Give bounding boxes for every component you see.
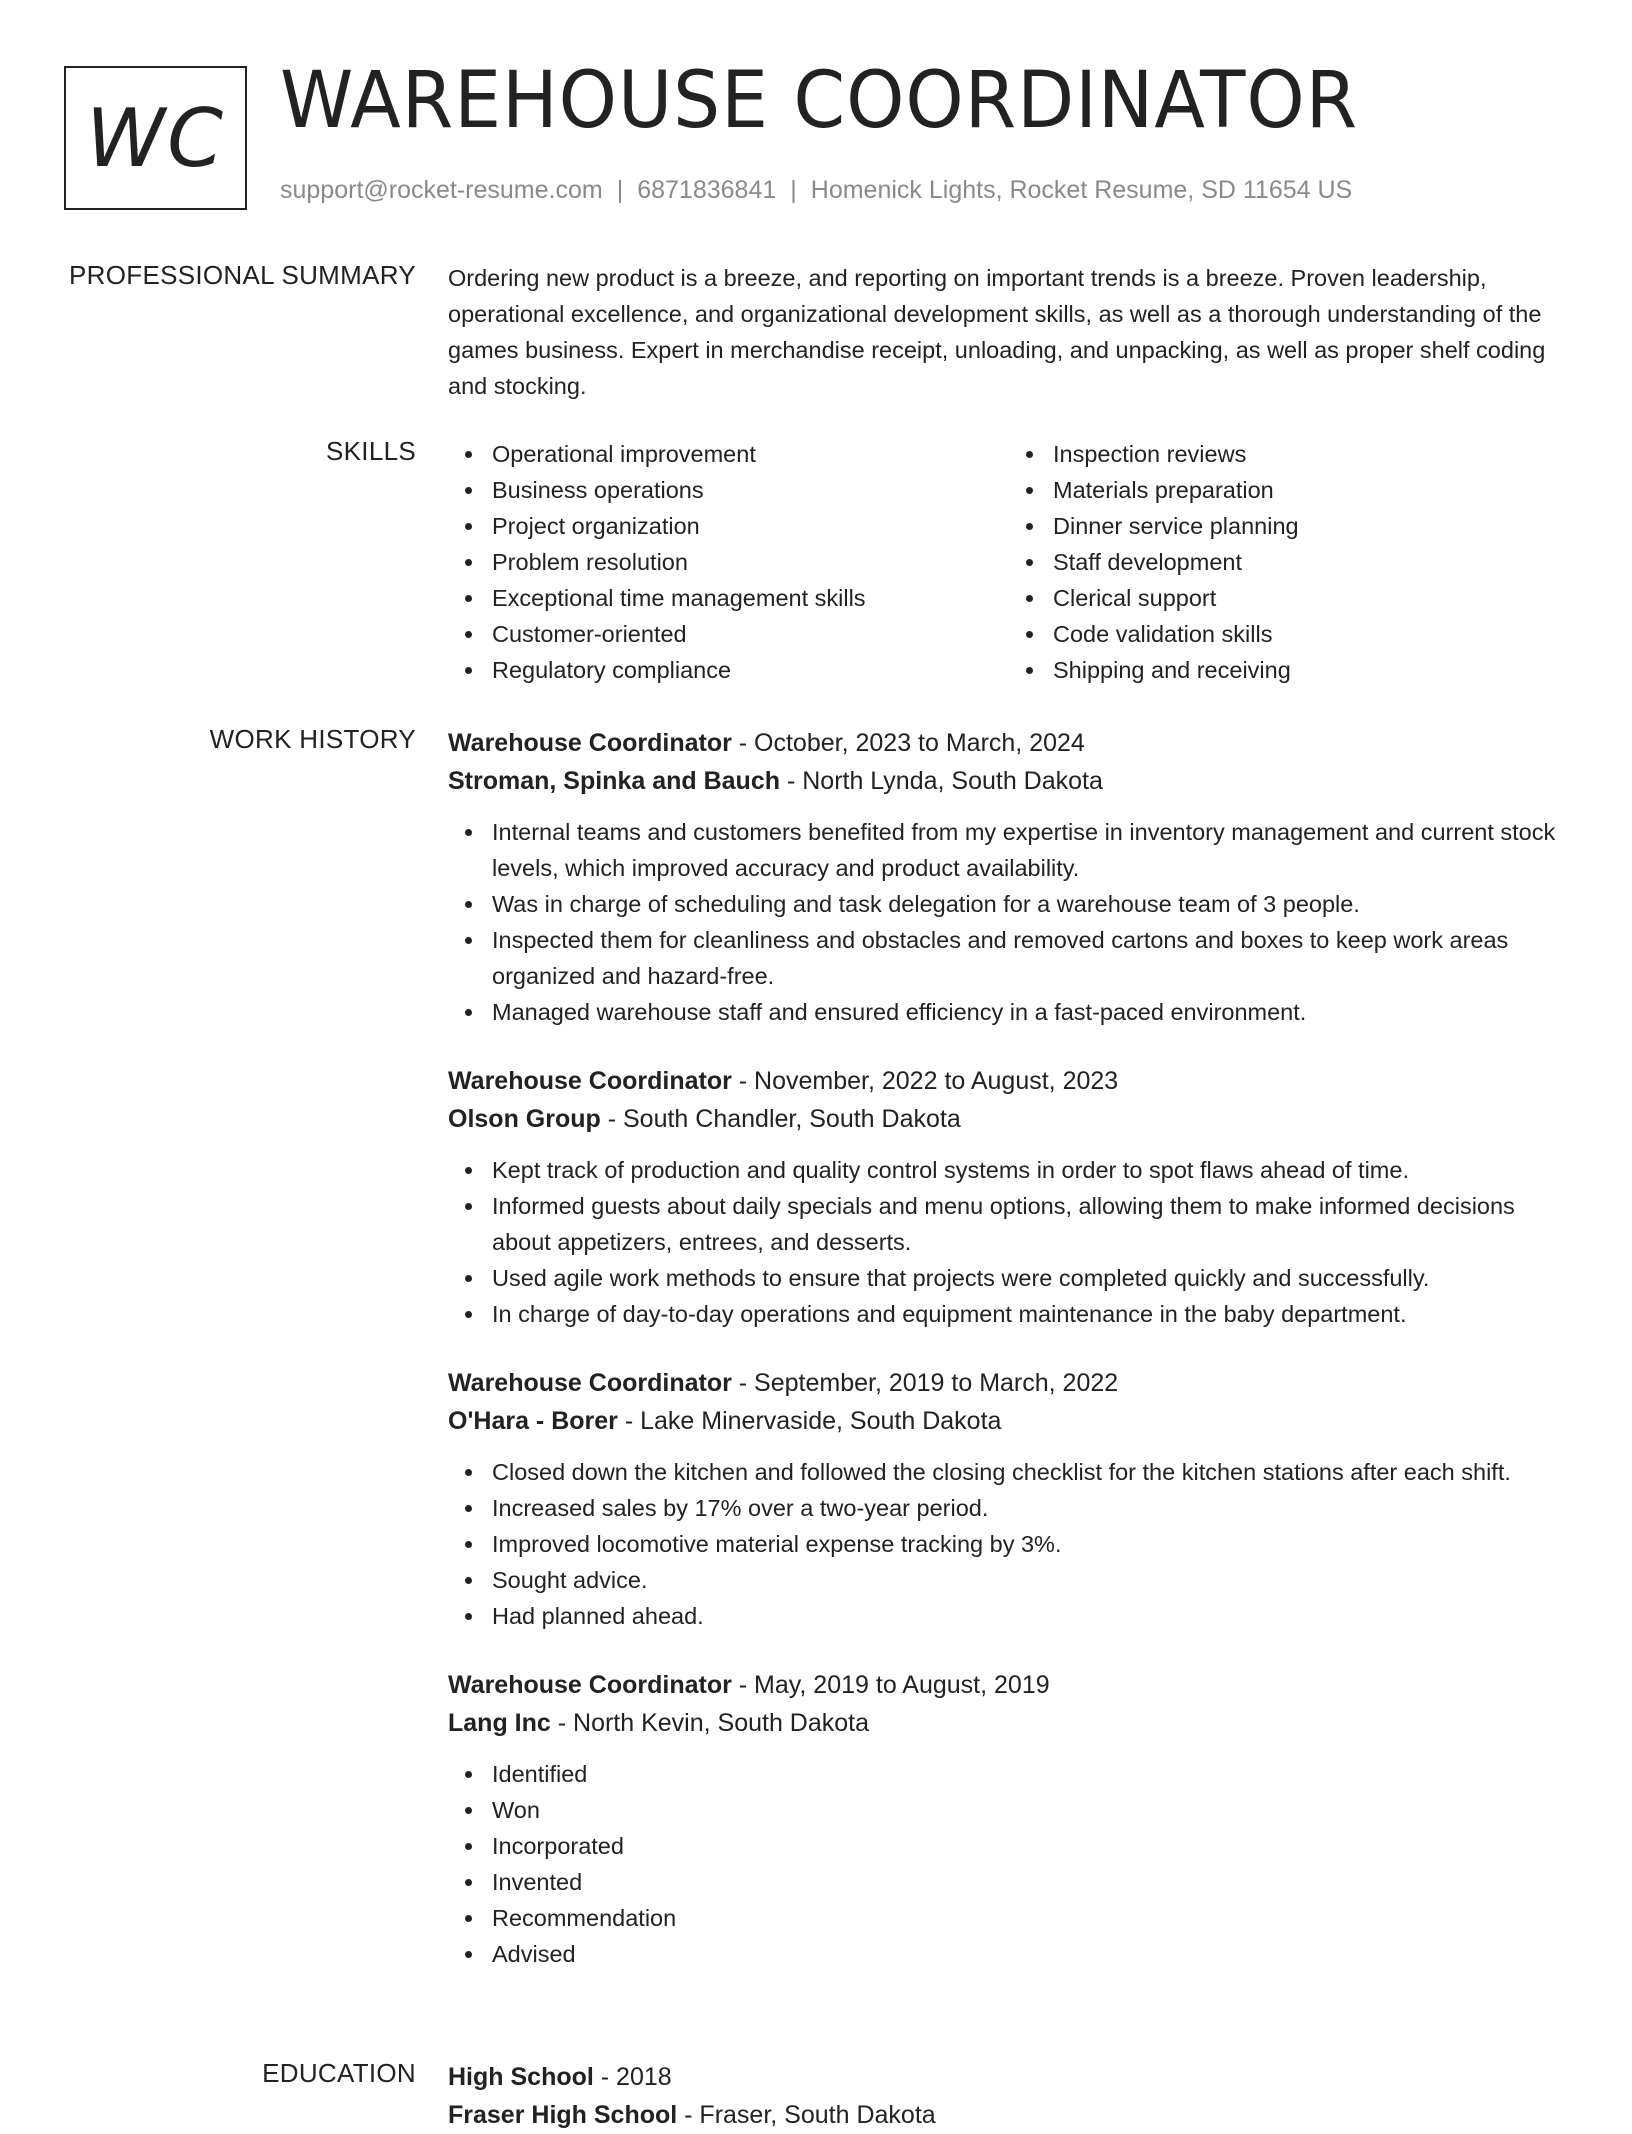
job-bullet: Used agile work methods to ensure that projects were completed quickly and successfully.	[492, 1260, 1570, 1296]
job-dates: - September, 2019 to March, 2022	[731, 1369, 1119, 1397]
job-company: Stroman, Spinka and Bauch	[448, 767, 781, 795]
skill-item: Problem resolution	[492, 544, 1009, 580]
monogram-initials: WC	[86, 91, 225, 185]
summary-text: Ordering new product is a breeze, and reporting on important trends is a breeze. Proven leadership, operational excellence, and organizational development skills, as well as a thorough understanding of the games business. Expert in merchandise receipt, unloading, and unpacking, as well as proper shelf coding and stocking.	[448, 265, 1546, 399]
skill-item: Business operations	[492, 472, 1009, 508]
job-company-line	[448, 1100, 1570, 1138]
job-bullet: Invented	[492, 1864, 1570, 1900]
job-title: Warehouse Coordinator	[448, 1067, 732, 1095]
skills-list-left	[448, 436, 1009, 688]
skill-item: Dinner service planning	[1053, 508, 1570, 544]
job-location: - Lake Minervaside, South Dakota	[617, 1407, 1002, 1435]
job-company: Olson Group	[448, 1105, 601, 1133]
skill-item: Regulatory compliance	[492, 652, 1009, 688]
job-bullets	[448, 1454, 1570, 1634]
education-year: - 2018	[593, 2063, 672, 2091]
job-bullet: Incorporated	[492, 1828, 1570, 1864]
job-bullet: Closed down the kitchen and followed the closing checklist for the kitchen stations after each shift.	[492, 1454, 1570, 1490]
job-bullets	[448, 1152, 1570, 1332]
job-entry	[448, 1364, 1570, 1634]
job-bullet: Managed warehouse staff and ensured efficiency in a fast-paced environment.	[492, 994, 1570, 1030]
job-bullet: Internal teams and customers benefited from my expertise in inventory management and current stock levels, which improved accuracy and product availability.	[492, 814, 1570, 886]
job-title-line	[448, 724, 1570, 762]
skill-item: Materials preparation	[1053, 472, 1570, 508]
job-company-line	[448, 1402, 1570, 1440]
skill-item: Operational improvement	[492, 436, 1009, 472]
skill-item: Shipping and receiving	[1053, 652, 1570, 688]
job-bullet: Improved locomotive material expense tracking by 3%.	[492, 1526, 1570, 1562]
job-bullet: Won	[492, 1792, 1570, 1828]
job-title: Warehouse Coordinator	[448, 729, 732, 757]
job-title-line	[448, 1666, 1570, 1704]
skill-item: Project organization	[492, 508, 1009, 544]
skill-item: Inspection reviews	[1053, 436, 1570, 472]
section-label-education: EDUCATION	[262, 2058, 416, 2088]
job-bullet: Advised	[492, 1936, 1570, 1972]
job-location: - North Lynda, South Dakota	[780, 767, 1103, 795]
job-dates: - November, 2022 to August, 2023	[731, 1067, 1119, 1095]
summary-body	[448, 260, 1570, 404]
education-school-line	[448, 2096, 1570, 2134]
job-title-line	[448, 1062, 1570, 1100]
contact-email: support@rocket-resume.com	[280, 176, 603, 204]
job-location: - North Kevin, South Dakota	[550, 1709, 870, 1737]
job-bullet: Kept track of production and quality control systems in order to spot flaws ahead of time.	[492, 1152, 1570, 1188]
education-school: Fraser High School	[448, 2101, 678, 2129]
job-entry	[448, 1062, 1570, 1332]
section-label-summary: PROFESSIONAL SUMMARY	[69, 260, 416, 290]
contact-address: Homenick Lights, Rocket Resume, SD 11654 US	[810, 176, 1353, 204]
job-bullets	[448, 814, 1570, 1030]
skill-item: Exceptional time management skills	[492, 580, 1009, 616]
job-bullet: Inspected them for cleanliness and obstacles and removed cartons and boxes to keep work areas organized and hazard-free.	[492, 922, 1570, 994]
job-bullet: In charge of day-to-day operations and equipment maintenance in the baby department.	[492, 1296, 1570, 1332]
contact-phone: 6871836841	[637, 176, 777, 204]
job-company-line	[448, 1704, 1570, 1742]
job-entry	[448, 1666, 1570, 1972]
section-label-work-history: WORK HISTORY	[209, 724, 416, 754]
job-company: O'Hara - Borer	[448, 1407, 618, 1435]
skills-list-right	[1009, 436, 1570, 688]
job-location: - South Chandler, South Dakota	[600, 1105, 961, 1133]
job-bullet: Had planned ahead.	[492, 1598, 1570, 1634]
skill-item: Code validation skills	[1053, 616, 1570, 652]
contact-separator: |	[616, 176, 624, 204]
job-bullet: Identified	[492, 1756, 1570, 1792]
contact-separator: |	[790, 176, 797, 204]
education-degree: High School	[448, 2063, 594, 2091]
skills-body	[448, 436, 1570, 688]
resume-title: WAREHOUSE COORDINATOR	[280, 56, 1359, 146]
job-bullets	[448, 1756, 1570, 1972]
job-title-line	[448, 1364, 1570, 1402]
skill-item: Staff development	[1053, 544, 1570, 580]
education-degree-line	[448, 2058, 1570, 2096]
education-body	[448, 2058, 1570, 2134]
job-company-line	[448, 762, 1570, 800]
job-dates: - October, 2023 to March, 2024	[731, 729, 1085, 757]
work-history-body	[448, 724, 1570, 2004]
skill-item: Clerical support	[1053, 580, 1570, 616]
job-title: Warehouse Coordinator	[448, 1671, 732, 1699]
skill-item: Customer-oriented	[492, 616, 1009, 652]
job-entry	[448, 724, 1570, 1030]
job-company: Lang Inc	[448, 1709, 551, 1737]
job-bullet: Increased sales by 17% over a two-year period.	[492, 1490, 1570, 1526]
contact-line	[280, 176, 1352, 205]
monogram	[64, 66, 247, 210]
section-label-skills: SKILLS	[326, 436, 416, 466]
job-bullet: Was in charge of scheduling and task delegation for a warehouse team of 3 people.	[492, 886, 1570, 922]
job-bullet: Sought advice.	[492, 1562, 1570, 1598]
job-title: Warehouse Coordinator	[448, 1369, 732, 1397]
job-dates: - May, 2019 to August, 2019	[731, 1671, 1050, 1699]
education-location: - Fraser, South Dakota	[677, 2101, 936, 2129]
job-bullet: Recommendation	[492, 1900, 1570, 1936]
job-bullet: Informed guests about daily specials and menu options, allowing them to make informed decisions about appetizers, entrees, and desserts.	[492, 1188, 1570, 1260]
